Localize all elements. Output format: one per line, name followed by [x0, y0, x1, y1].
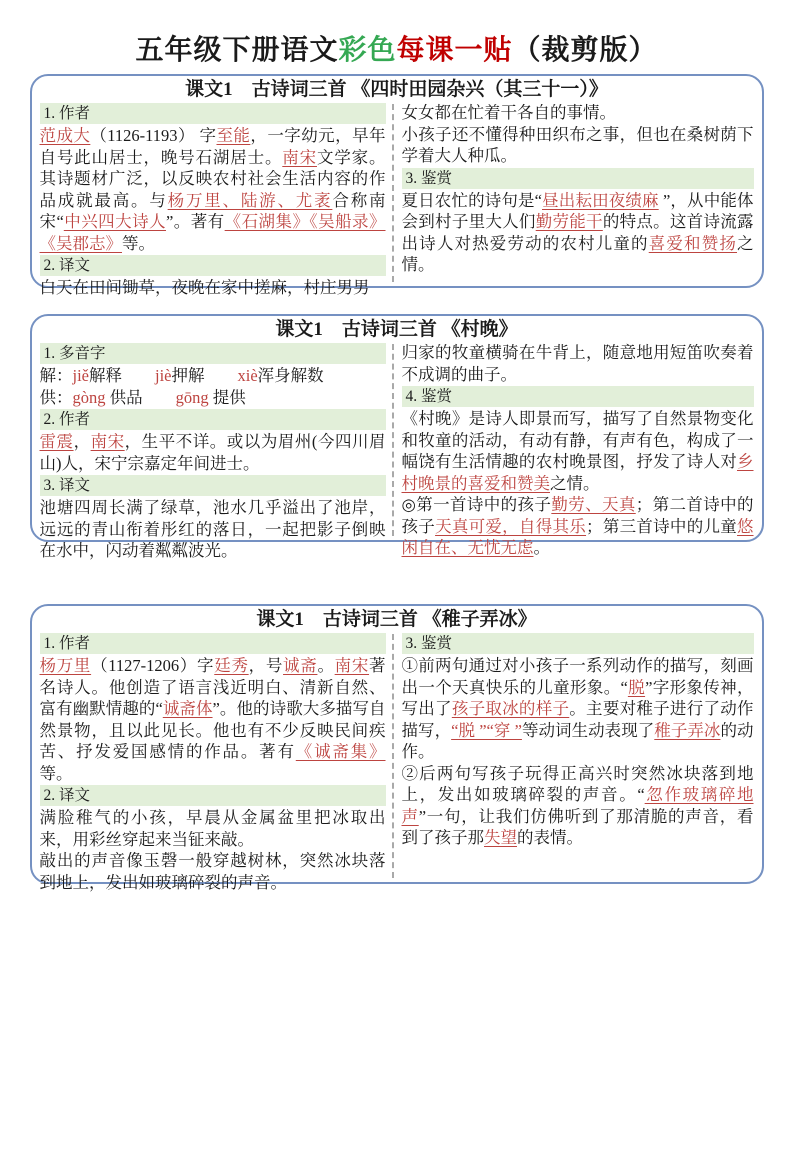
body-text: ”。著有 [165, 212, 225, 231]
body-text: 供品 [105, 387, 176, 407]
lesson-card-cunwan [30, 314, 764, 560]
page-title-part-black2: （裁剪版） [512, 35, 658, 66]
card-right-column [402, 632, 754, 849]
highlighted-text: 脱 [627, 677, 646, 697]
section-header: 1. 多音字 [40, 343, 386, 364]
section-header: 3. 鉴赏 [402, 168, 754, 189]
body-text: ，生平不详。或以为眉州(今四川眉山)人，宋宁宗嘉定年间进士。 [39, 432, 386, 473]
body-text: ；第二首诗中的孩子 [401, 495, 754, 536]
body-text: 的表情。 [517, 828, 583, 847]
body-text: 满脸稚气的小孩，早晨从金属盆里把冰取出来，用彩丝穿起来当钲来敲。 [39, 808, 386, 849]
paragraph [402, 190, 754, 276]
body-text: 《村晚》是诗人即景而写，描写了自然景物变化和牧童的活动，有动有静，有声有色，构成了一幅饶有生活情趣的农村晚景图，抒发了诗人对 [401, 409, 754, 471]
body-text: 。 [533, 538, 550, 557]
column-divider [392, 104, 394, 282]
body-text: 之情。 [401, 233, 754, 274]
body-text: ”。他的诗歌大多描写自然景物，且以此见长。他也有不少反映民间疾苦、抒发爱国感情的作品。著有 [39, 699, 386, 761]
highlighted-text: gòng [72, 387, 106, 407]
paragraph [40, 365, 386, 387]
card-right-column [402, 102, 754, 276]
paragraph [40, 431, 386, 474]
section-header: 4. 鉴赏 [402, 386, 754, 407]
column-divider [392, 634, 394, 878]
highlighted-text: 天真可爱，自得其乐 [435, 516, 587, 536]
card-title: 课文1 古诗词三首 《村晚》 [275, 319, 518, 340]
body-text: 著名诗人。他创造了语言浅近明白、清新自然、富有幽默情趣的“ [39, 656, 386, 718]
page-title-part-green: 彩色 [338, 35, 397, 66]
page-title-part-black1: 五年级下册语文 [135, 35, 339, 66]
paragraph [40, 497, 386, 562]
card-title: 课文1 古诗词三首 《稚子弄冰》 [256, 609, 537, 630]
card-body [32, 632, 762, 893]
body-text: ，号 [248, 656, 284, 675]
paragraph [40, 277, 386, 299]
highlighted-text: 诚斋 [283, 656, 318, 675]
highlighted-text: 杨万里、陆游、尤袤 [167, 190, 333, 210]
card-left-column [40, 102, 386, 299]
highlighted-text: 悠闲自在、无忧无虑 [401, 516, 754, 557]
section-header: 1. 作者 [40, 633, 386, 654]
lesson-card-zhizinongbing [30, 604, 764, 892]
body-text: 池塘四周长满了绿草，池水几乎溢出了池岸，远远的青山衔着彤红的落日，一起把影子倒映在水中，闪动着粼粼波光。 [39, 498, 386, 560]
body-text: 等。 [122, 233, 155, 253]
body-text: 夏日农忙的诗句是“ [401, 190, 542, 210]
body-text: ”字形象传神，写出了 [401, 677, 754, 718]
column-divider [392, 344, 394, 536]
body-text: 敲出的声音像玉磬一般穿越树林，突然冰块落到地上，发出如玻璃碎裂的声音。 [39, 851, 386, 892]
section-header: 3. 鉴赏 [402, 633, 754, 654]
section-header: 3. 译文 [40, 475, 386, 496]
body-text: 的特点。这首诗流露出诗人对热爱劳动的农村儿童的 [401, 212, 754, 253]
paragraph [402, 763, 754, 849]
section-header: 2. 译文 [40, 785, 386, 806]
paragraph [40, 655, 386, 784]
body-text: ，一字幼元，早年自号此山居士，晚号石湖居士。 [39, 126, 386, 167]
highlighted-text: 雷震 [39, 432, 74, 451]
body-text: 提供 [208, 387, 246, 407]
highlighted-text: xiè [237, 366, 258, 385]
body-text: 归家的牧童横骑在牛背上，随意地用短笛吹奏着不成调的曲子。 [401, 343, 754, 384]
page-title-part-red: 每课一贴 [396, 35, 513, 66]
highlighted-text: 勤劳能干 [535, 212, 603, 231]
body-text: 等动词生动表现了 [521, 720, 655, 740]
highlighted-text: gōng [175, 387, 209, 407]
body-text: 解： [39, 366, 73, 385]
highlighted-text: “脱 ”“穿 ” [451, 720, 522, 740]
body-text: （1126-1193） 字 [90, 126, 217, 145]
body-text: 之情。 [550, 473, 600, 493]
body-text: 文学家。其诗题材广泛，以反映农村社会生活内容的作品成就最高。与 [39, 147, 386, 210]
highlighted-text: 《石湖集》《吴船录》《吴郡志》 [39, 212, 386, 253]
body-text: ①前两句通过对小孩子一系列动作的描写，刻画出一个天真快乐的儿童形象。“ [401, 656, 754, 697]
highlighted-text: 诚斋体 [162, 699, 213, 718]
paragraph [402, 408, 754, 494]
section-header: 2. 作者 [40, 409, 386, 430]
page-title [0, 34, 793, 68]
lesson-card-sishitianyuan [30, 74, 764, 297]
section-header: 1. 作者 [40, 103, 386, 124]
body-text: 的动作。 [401, 720, 754, 761]
highlighted-text: jiè [155, 366, 172, 385]
paragraph [402, 102, 754, 124]
highlighted-text: 中兴四大诗人 [63, 212, 166, 231]
highlighted-text: 范成大 [39, 126, 91, 145]
paragraph [40, 387, 386, 409]
body-text: 浑身解数 [257, 366, 324, 385]
highlighted-text: 忽作玻璃碎地声 [401, 785, 754, 826]
body-text: 押解 [171, 366, 238, 385]
paragraph [402, 342, 754, 385]
highlighted-text: 乡村晚景的喜爱和赞美 [401, 452, 754, 493]
body-text: 小孩子还不懂得种田织布之事，但也在桑树荫下学着大人种瓜。 [401, 124, 754, 165]
body-text: ；第三首诗中的儿童 [586, 516, 738, 536]
highlighted-text: 《诚斋集》 [295, 742, 386, 761]
paragraph [402, 494, 754, 559]
highlighted-text: 勤劳、天真 [551, 495, 636, 514]
body-text: （1127-1206）字 [91, 656, 215, 675]
paragraph [40, 807, 386, 850]
body-text: 合称南宋“ [39, 190, 386, 231]
section-header: 2. 译文 [40, 255, 386, 276]
body-text: ②后两句写孩子玩得正高兴时突然冰块落到地上，发出如玻璃碎裂的声音。“ [401, 763, 754, 804]
paragraph [40, 125, 386, 254]
paragraph [402, 124, 754, 167]
body-text: 女女都在忙着干各自的事情。 [401, 103, 616, 122]
body-text: 解释 [89, 366, 155, 385]
body-text: ◎第一首诗中的孩子 [401, 495, 552, 514]
card-right-column [402, 342, 754, 559]
highlighted-text: 昼出耘田夜绩麻 [542, 190, 659, 210]
paragraph [402, 655, 754, 763]
body-text: 白天在田间锄草，夜晚在家中搓麻，村庄男男 [39, 278, 370, 297]
highlighted-text: 孩子取冰的样子 [451, 699, 570, 718]
card-left-column [40, 342, 386, 562]
highlighted-text: jiě [72, 366, 89, 385]
highlighted-text: 南宋 [282, 147, 317, 167]
body-text: ， [73, 432, 91, 451]
body-text: 等。 [39, 763, 73, 783]
highlighted-text: 廷秀 [214, 656, 249, 675]
highlighted-text: 至能 [216, 126, 251, 145]
highlighted-text: 喜爱和赞扬 [648, 233, 738, 253]
body-text: ”，从中能体会到村子里大人们 [401, 190, 754, 231]
highlighted-text: 南宋 [334, 656, 370, 675]
card-body [32, 342, 762, 562]
card-body [32, 102, 762, 299]
body-text: 。 [317, 656, 335, 675]
body-text: ”一句，让我们仿佛听到了那清脆的声音，看到了孩子那 [401, 806, 754, 847]
body-text: 。主要对稚子进行了动作描写， [401, 699, 754, 740]
card-left-column [40, 632, 386, 893]
highlighted-text: 南宋 [90, 432, 125, 451]
highlighted-text: 稚子弄冰 [654, 720, 721, 740]
body-text: 供： [39, 387, 73, 407]
card-title: 课文1 古诗词三首 《四时田园杂兴（其三十一）》 [185, 79, 608, 100]
highlighted-text: 失望 [484, 828, 517, 847]
highlighted-text: 杨万里 [39, 656, 92, 675]
paragraph [40, 850, 386, 893]
